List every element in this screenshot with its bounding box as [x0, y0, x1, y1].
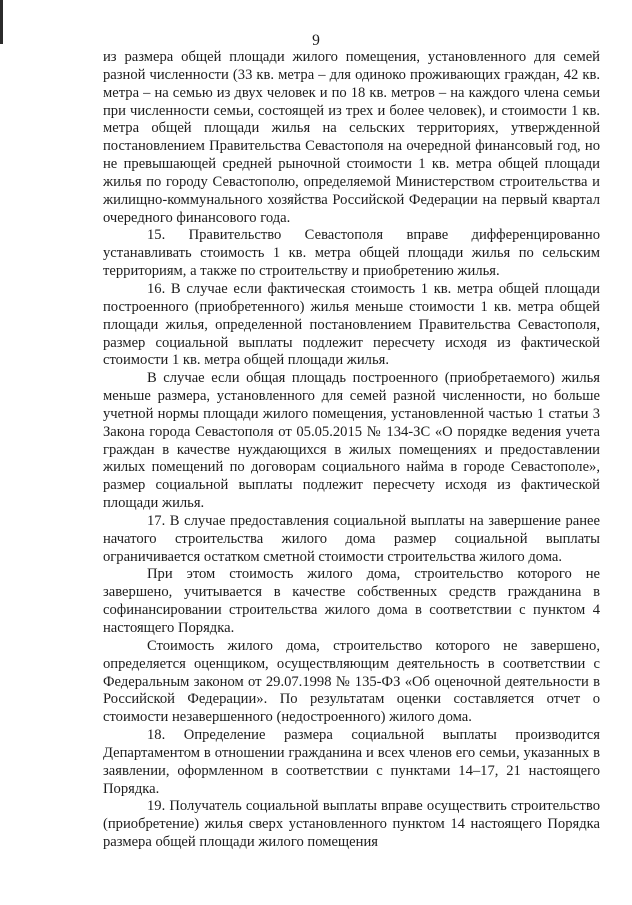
paragraph-item-17: 17. В случае предоставления социальной выплаты на завершение ранее начатого строительства жилого дома размер социальной выплаты ограничивается остатком сметной стоимости строительства жилого дома. — [103, 512, 600, 565]
paragraph-item-16: 16. В случае если фактическая стоимость 1 кв. метра общей площади построенного (приобретенного) жилья меньше стоимости 1 кв. метра общей площади жилья, определенной постановлением Правительства Севастополя, размер социальной выплаты подлежит пересчету исходя из фактической стоимости 1 кв. метра общей площади жилья. — [103, 280, 600, 369]
paragraph-continuation: из размера общей площади жилого помещения, установленного для семей разной численности (33 кв. метра – для одиноко проживающих граждан, 42 кв. метра – на семью из двух человек и по 18 кв. метров – на каждого члена семьи при численности семьи, состоящей из трех и более человек), и стоимости 1 кв. метра общей площади жилья на сельских территориях, утвержденной постановлением Правительства Севастополя на очередной финансовый год, но не превышающей средней рыночной стоимости 1 кв. метра общей площади жилья по городу Севастополю, определяемой Министерством строительства и жилищно-коммунального хозяйства Российской Федерации на первый квартал очередного финансового года. — [103, 49, 600, 226]
paragraph-item-16-area: В случае если общая площадь построенного (приобретаемого) жилья меньше размера, установленного для семей разной численности, но больше учетной нормы площади жилого помещения, установленной частью 1 статьи 3 Закона города Севастополя от 05.05.2015 № 134-ЗС «О порядке ведения учета граждан в качестве нуждающихся в жилых помещениях и предоставлении жилых помещений по договорам социального найма в городе Севастополе», размер социальной выплаты подлежит пересчету исходя из фактической площади жилья. — [103, 370, 600, 512]
paragraph-item-17-own-funds: При этом стоимость жилого дома, строительство которого не завершено, учитывается в качестве собственных средств гражданина в софинансировании строительства жилого дома в соответствии с пунктом 4 настоящего Порядка. — [103, 566, 600, 636]
paragraph-item-17-valuation: Стоимость жилого дома, строительство которого не завершено, определяется оценщиком, осуществляющим деятельность в соответствии с Федеральным законом от 29.07.1998 № 135-ФЗ «Об оценочной деятельности в Российской Федерации». По результатам оценки составляется отчет о стоимости незавершенного (недостроенного) жилого дома. — [103, 637, 600, 726]
paragraph-item-19: 19. Получатель социальной выплаты вправе осуществить строительство (приобретение) жилья сверх установленного пунктом 14 настоящего Порядка размера общей площади жилого помещения — [103, 798, 600, 851]
paragraph-item-18: 18. Определение размера социальной выплаты производится Департаментом в отношении гражданина и всех членов его семьи, указанных в заявлении, оформленном в соответствии с пунктами 14–17, 21 настоящего Порядка. — [103, 727, 600, 797]
document-body — [103, 49, 600, 852]
paragraph-item-15: 15. Правительство Севастополя вправе дифференцированно устанавливать стоимость 1 кв. метра общей площади жилья по сельским территориям, а также по строительству и приобретению жилья. — [103, 227, 600, 280]
page-number: 9 — [312, 32, 320, 49]
